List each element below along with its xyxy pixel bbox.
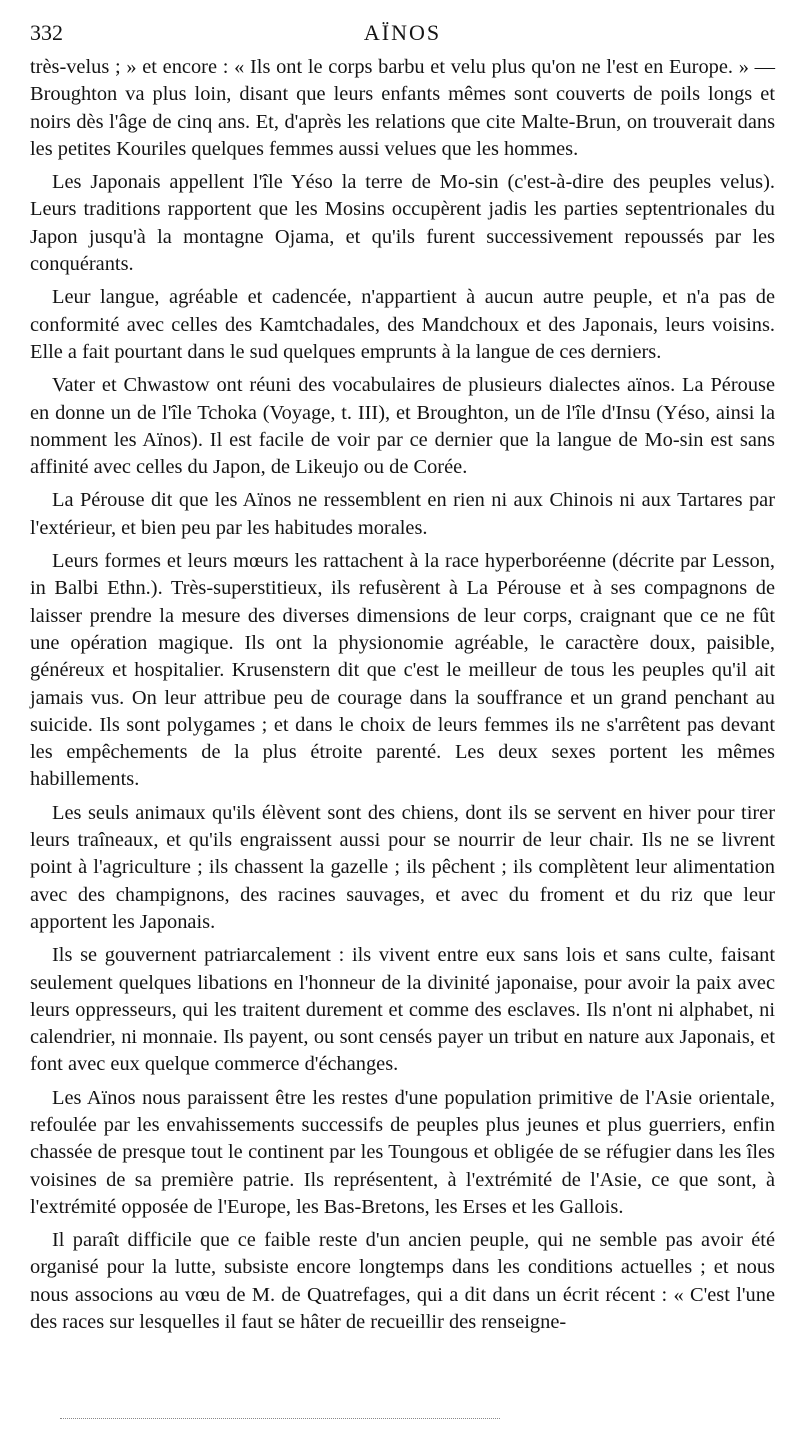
page-number: 332 — [30, 20, 63, 45]
paragraph: Leurs formes et leurs mœurs les rattachent à la race hyperboréenne (décrite par Lesson, in Balbi Ethn.). Très-superstitieux, ils refusèrent à La Pérouse et à ses compagnons de laisser prendre la mesure des diverses dimensions de leur corps, craignant que ce ne fût une opération magique. Ils ont la physionomie agréable, le caractère doux, paisible, généreux et hospitalier. Krusenstern dit que c'est le meilleur de tous les peuples qu'il ait jamais vus. On leur attribue peu de courage dans la souffrance et un grand penchant au suicide. Ils sont polygames ; et dans le choix de leurs femmes ils ne s'arrêtent pas devant les empêchements de la plus étroite parenté. Les deux sexes portent les mêmes habillements. — [30, 550, 775, 791]
paragraph: très-velus ; » et encore : « Ils ont le corps barbu et velu plus qu'on ne l'est en Europe. » — Broughton va plus loin, disant que leurs enfants mêmes sont couverts de poils longs et noirs dès l'âge de cinq ans. Et, d'après les relations que cite Malte-Brun, on trouverait dans les petites Kouriles quelques femmes aussi velues que les hommes. — [30, 56, 775, 160]
paragraph: Ils se gouvernent patriarcalement : ils vivent entre eux sans lois et sans culte, faisant seulement quelques libations en l'honneur de la divinité japonaise, pour avoir la paix avec leurs oppresseurs, qui les traitent durement et comme des esclaves. Ils n'ont ni alphabet, ni calendrier, ni monnaie. Ils payent, ou sont censés payer un tribut en nature aux Japonais, et font avec eux quelque commerce d'échanges. — [30, 944, 775, 1076]
running-title: AÏNOS — [363, 20, 442, 45]
paragraph: La Pérouse dit que les Aïnos ne ressemblent en rien ni aux Chinois ni aux Tartares par l'extérieur, et bien peu par les habitudes morales. — [30, 489, 775, 539]
paragraph: Les Japonais appellent l'île Yéso la terre de Mo-sin (c'est-à-dire des peuples velus). Leurs traditions rapportent que les Mosins occupèrent jadis les parties septentrionales du Japon jusqu'à la montagne Ojama, et qu'ils furent successivement repoussés par les conquérants. — [30, 171, 775, 276]
book-page — [30, 20, 775, 1342]
paragraph: Les Aïnos nous paraissent être les restes d'une population primitive de l'Asie orientale, refoulée par les envahissements successifs de peuples plus jeunes et plus guerriers, enfin chassée de presque tout le continent par les Toungous et obligée de se réfugier dans les îles voisines de sa première patrie. Ils représentent, à l'extrémité de l'Asie, ce que sont, à l'extrémité opposée de l'Europe, les Bas-Bretons, les Erses et les Gallois. — [30, 1086, 775, 1218]
footer-rule — [60, 1418, 500, 1419]
paragraph: Les seuls animaux qu'ils élèvent sont des chiens, dont ils se servent en hiver pour tirer leurs traîneaux, et qu'ils engraissent aussi pour se nourrir de leur chair. Ils ne se livrent point à l'agriculture ; ils chassent la gazelle ; ils pêchent ; ils complètent leur alimentation avec des champignons, des racines sauvages, et avec du froment et du riz que leur apportent les Japonais. — [30, 801, 775, 933]
paragraph: Vater et Chwastow ont réuni des vocabulaires de plusieurs dialectes aïnos. La Pérouse en donne un de l'île Tchoka (Voyage, t. III), et Broughton, un de l'île d'Insu (Yéso, ainsi la nomment les Aïnos). Il est facile de voir par ce dernier que la langue de Mo-sin est sans affinité avec celles du Japon, de Likeujo ou de Corée. — [30, 374, 775, 479]
body-text — [30, 54, 775, 1336]
page-header — [30, 20, 775, 54]
paragraph: Leur langue, agréable et cadencée, n'appartient à aucun autre peuple, et n'a pas de conformité avec celles des Kamtchadales, des Mandchoux et des Japonais, leurs voisins. Elle a fait pourtant dans le sud quelques emprunts à la langue de ces derniers. — [30, 286, 775, 363]
paragraph: Il paraît difficile que ce faible reste d'un ancien peuple, qui ne semble pas avoir été organisé pour la lutte, subsiste encore longtemps dans les conditions actuelles ; et nous nous associons au vœu de M. de Quatrefages, qui a dit dans un écrit récent : « C'est l'une des races sur lesquelles il faut se hâter de recueillir des renseigne- — [30, 1229, 775, 1334]
